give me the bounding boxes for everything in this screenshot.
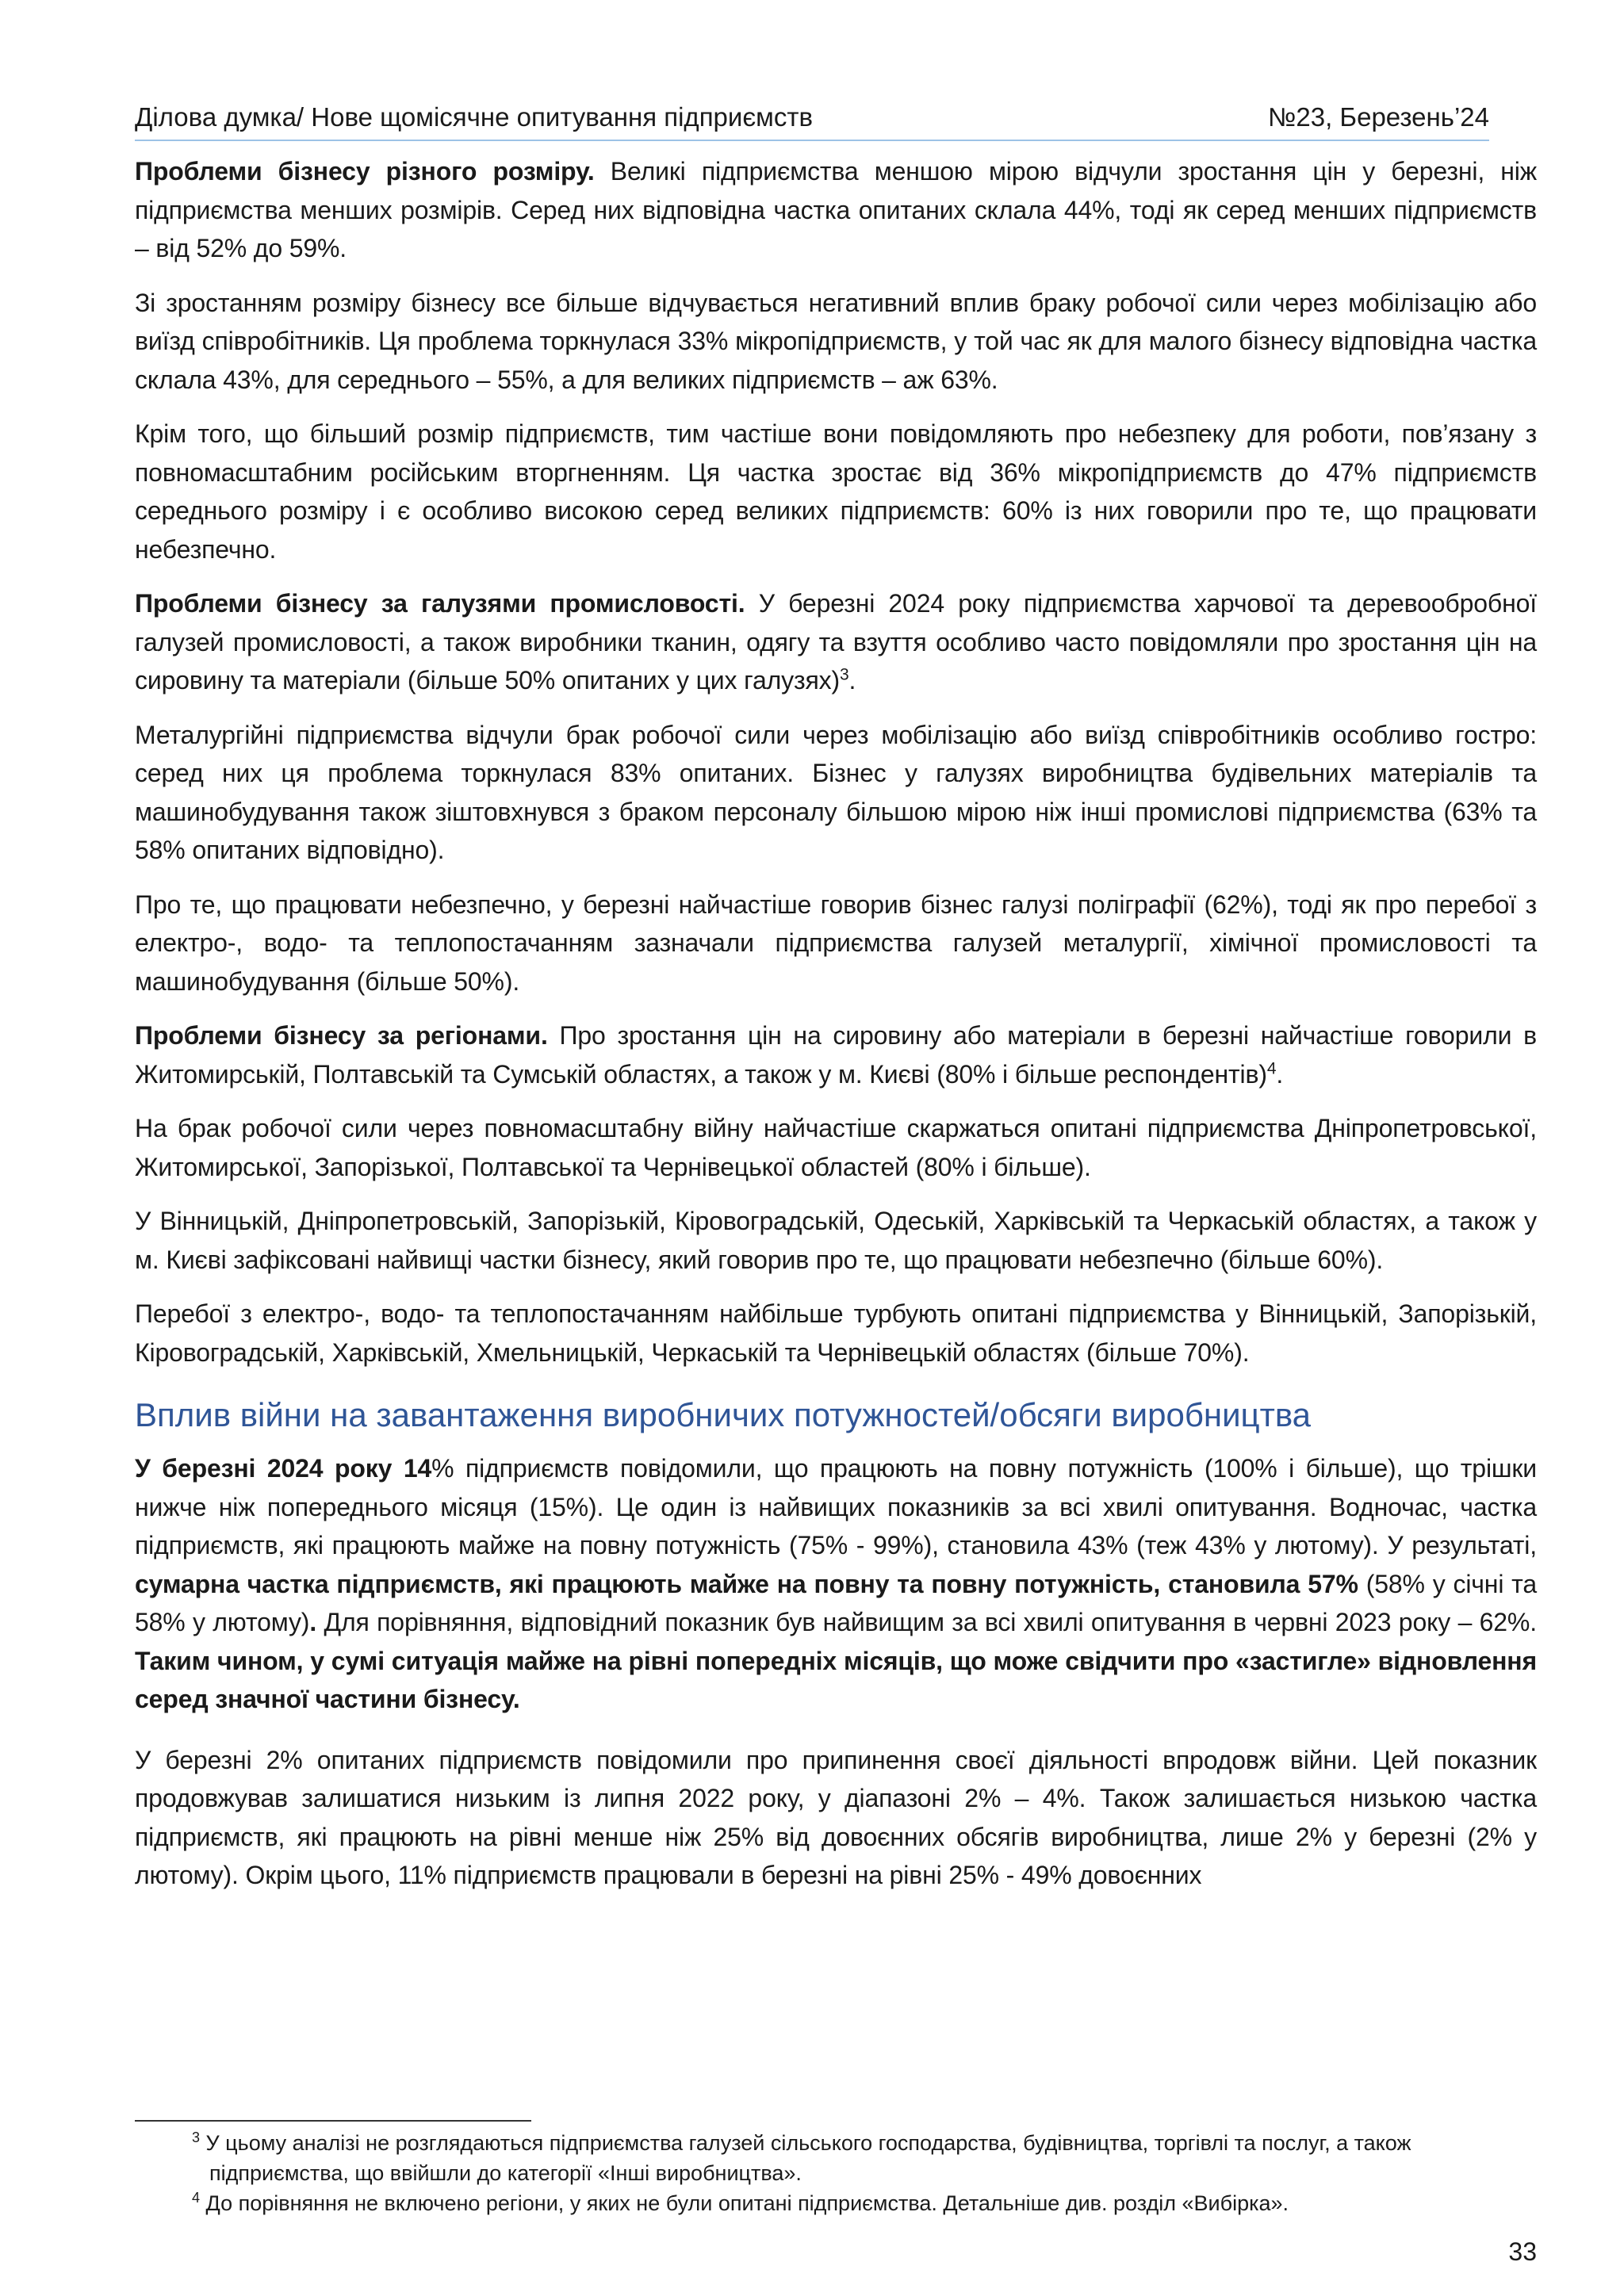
paragraph-text: Про зростання цін на сировину або матеріали в березні найчастіше говорили в Житомирській, Полтавській та Сумській областях, а також у м. Києві (80% і більше респондентів) xyxy=(135,1021,1537,1089)
paragraph-text-end: . xyxy=(1276,1059,1284,1089)
paragraph-size-problems xyxy=(135,152,1537,268)
bold-text: У березні 2024 року 14 xyxy=(135,1454,432,1483)
header-title: Ділова думка/ Нове щомісячне опитування підприємств xyxy=(135,102,814,132)
header-issue: №23, Березень’24 xyxy=(1267,102,1489,132)
paragraph-industry-problems xyxy=(135,584,1537,700)
footnote-3 xyxy=(135,2128,1537,2188)
main-content xyxy=(135,152,1537,1911)
footnote-text: У цьому аналізі не розглядаються підприємства галузей сільського господарства, будівництва, торгівлі та послуг, а також підприємства, що ввійшли до категорії «Інші виробництва». xyxy=(200,2131,1411,2185)
footnote-number: 4 xyxy=(192,2190,201,2206)
footnotes xyxy=(135,2120,1537,2218)
bold-text: Таким чином, у сумі ситуація майже на рівні попередніх місяців, що може свідчити про «застигле» відновлення серед значної частини бізнесу. xyxy=(135,1646,1537,1713)
paragraph-text: Великі підприємства меншою мірою відчули зростання цін у березні, ніж підприємства менших розмірів. Серед них відповідна частка опитаних склала 44%, тоді як серед менших підприємств – від 52% до 59%. xyxy=(135,157,1537,262)
paragraph-metallurgy: Металургійні підприємства відчули брак робочої сили через мобілізацію або виїзд співробітників особливо гостро: серед них ця проблема торкнулася 83% опитаних. Бізнес у галузях виробництва будівельних матеріалів та машинобудування також зіштовхнувся з браком персоналу більшою мірою ніж інші промислові підприємства (63% та 58% опитаних відповідно). xyxy=(135,720,1537,864)
paragraph-regions-labor: На брак робочої сили через повномасштабну війну найчастіше скаржаться опитані підприємства Дніпропетровської, Житомирської, Запорізької, Полтавської та Чернівецької областей (80% і більше). xyxy=(135,1114,1537,1181)
page-number: 33 xyxy=(1508,2237,1537,2266)
bold-text: сумарна частка підприємств, які працюють майже на повну та повну потужність, становила 57% xyxy=(135,1569,1358,1598)
paragraph-lead: Проблеми бізнесу за галузями промисловості. xyxy=(135,589,745,618)
bold-text: . xyxy=(309,1608,317,1636)
footnote-4 xyxy=(135,2188,1537,2218)
paragraph-text: У березні 2024 року підприємства харчової та деревообробної галузей промисловості, а також виробники тканин, одягу та взуття особливо часто повідомляли про зростання цін на сировину та матеріали (більше 50% опитаних у цих галузях) xyxy=(135,589,1537,695)
paragraph-text: (58% у січні та 58% у лютому) xyxy=(135,1569,1537,1636)
page-header xyxy=(135,92,1489,141)
paragraph-labor-shortage: Зі зростанням розміру бізнесу все більше відчувається негативний вплив браку робочої сили через мобілізацію або виїзд співробітників. Ця проблема торкнулася 33% мікропідприємств, у той час як для малого бізнесу відповідна частка склала 43%, для середнього – 55%, а для великих підприємств – аж 63%. xyxy=(135,288,1537,394)
paragraph-text: Для порівняння, відповідний показник був найвищим за всі хвилі опитування в червні 2023 року – 62%. xyxy=(316,1608,1537,1636)
paragraph-lead: Проблеми бізнесу за регіонами. xyxy=(135,1021,548,1050)
paragraph-text: % підприємств повідомили, що працюють на повну потужність (100% і більше), що трішки нижче ніж попереднього місяця (15%). Це один із найвищих показників за всі хвилі опитування. Водночас, частка підприємств, які працюють майже на повну потужність (75% - 99%), становила 43% (теж 43% у лютому). У результаті, xyxy=(135,1454,1538,1559)
footnote-ref[interactable]: 4 xyxy=(1266,1058,1277,1077)
paragraph-lead: Проблеми бізнесу різного розміру. xyxy=(135,157,595,186)
section-heading: Вплив війни на завантаження виробничих потужностей/обсяги виробництва xyxy=(135,1396,1312,1433)
paragraph-regions-problems xyxy=(135,1016,1537,1093)
paragraph-printing: Про те, що працювати небезпечно, у березні найчастіше говорив бізнес галузі поліграфії (62%), тоді як про перебої з електро-, водо- та теплопостачанням зазначали підприємства галузей металургії, хімічної промисловості та машинобудування (більше 50%). xyxy=(135,890,1537,996)
paragraph-activity-stopped: У березні 2% опитаних підприємств повідомили про припинення своєї діяльності впродовж війни. Цей показник продовжував залишатися низьким із липня 2022 року, у діапазоні 2% – 4%. Також залишається низькою частка підприємств, які працюють на рівні менше ніж 25% від довоєнних обсягів виробництва, лише 2% у березні (2% у лютому). Окрім цього, 11% підприємств працювали в березні на рівні 25% - 49% довоєнних xyxy=(135,1745,1537,1889)
paragraph-danger: Крім того, що більший розмір підприємств, тим частіше вони повідомляють про небезпеку для роботи, пов’язану з повномасштабним російським вторгненням. Ця частка зростає від 36% мікропідприємств до 47% підприємств середнього розміру і є особливо високою серед великих підприємств: 60% із них говорили про те, що працювати небезпечно. xyxy=(135,419,1537,564)
paragraph-regions-danger: У Вінницькій, Дніпропетровській, Запорізькій, Кіровоградській, Одеській, Харківській та Черкаській областях, а також у м. Києві зафіксовані найвищі частки бізнесу, який говорив про те, що працювати небезпечно (більше 60%). xyxy=(135,1207,1537,1274)
footnote-number: 3 xyxy=(192,2130,201,2145)
paragraph-capacity xyxy=(135,1449,1537,1719)
footnote-text: До порівняння не включено регіони, у яких не були опитані підприємства. Детальніше див. розділ «Вибірка». xyxy=(200,2191,1289,2215)
paragraph-regions-utilities: Перебої з електро-, водо- та теплопостачанням найбільше турбують опитані підприємства у Вінницькій, Запорізькій, Кіровоградській, Харківській, Хмельницькій, Черкаській та Чернівецькій областях (більше 70%). xyxy=(135,1299,1537,1367)
footnote-separator xyxy=(135,2120,531,2122)
paragraph-text-end: . xyxy=(848,666,856,695)
footnote-ref[interactable]: 3 xyxy=(840,665,849,684)
